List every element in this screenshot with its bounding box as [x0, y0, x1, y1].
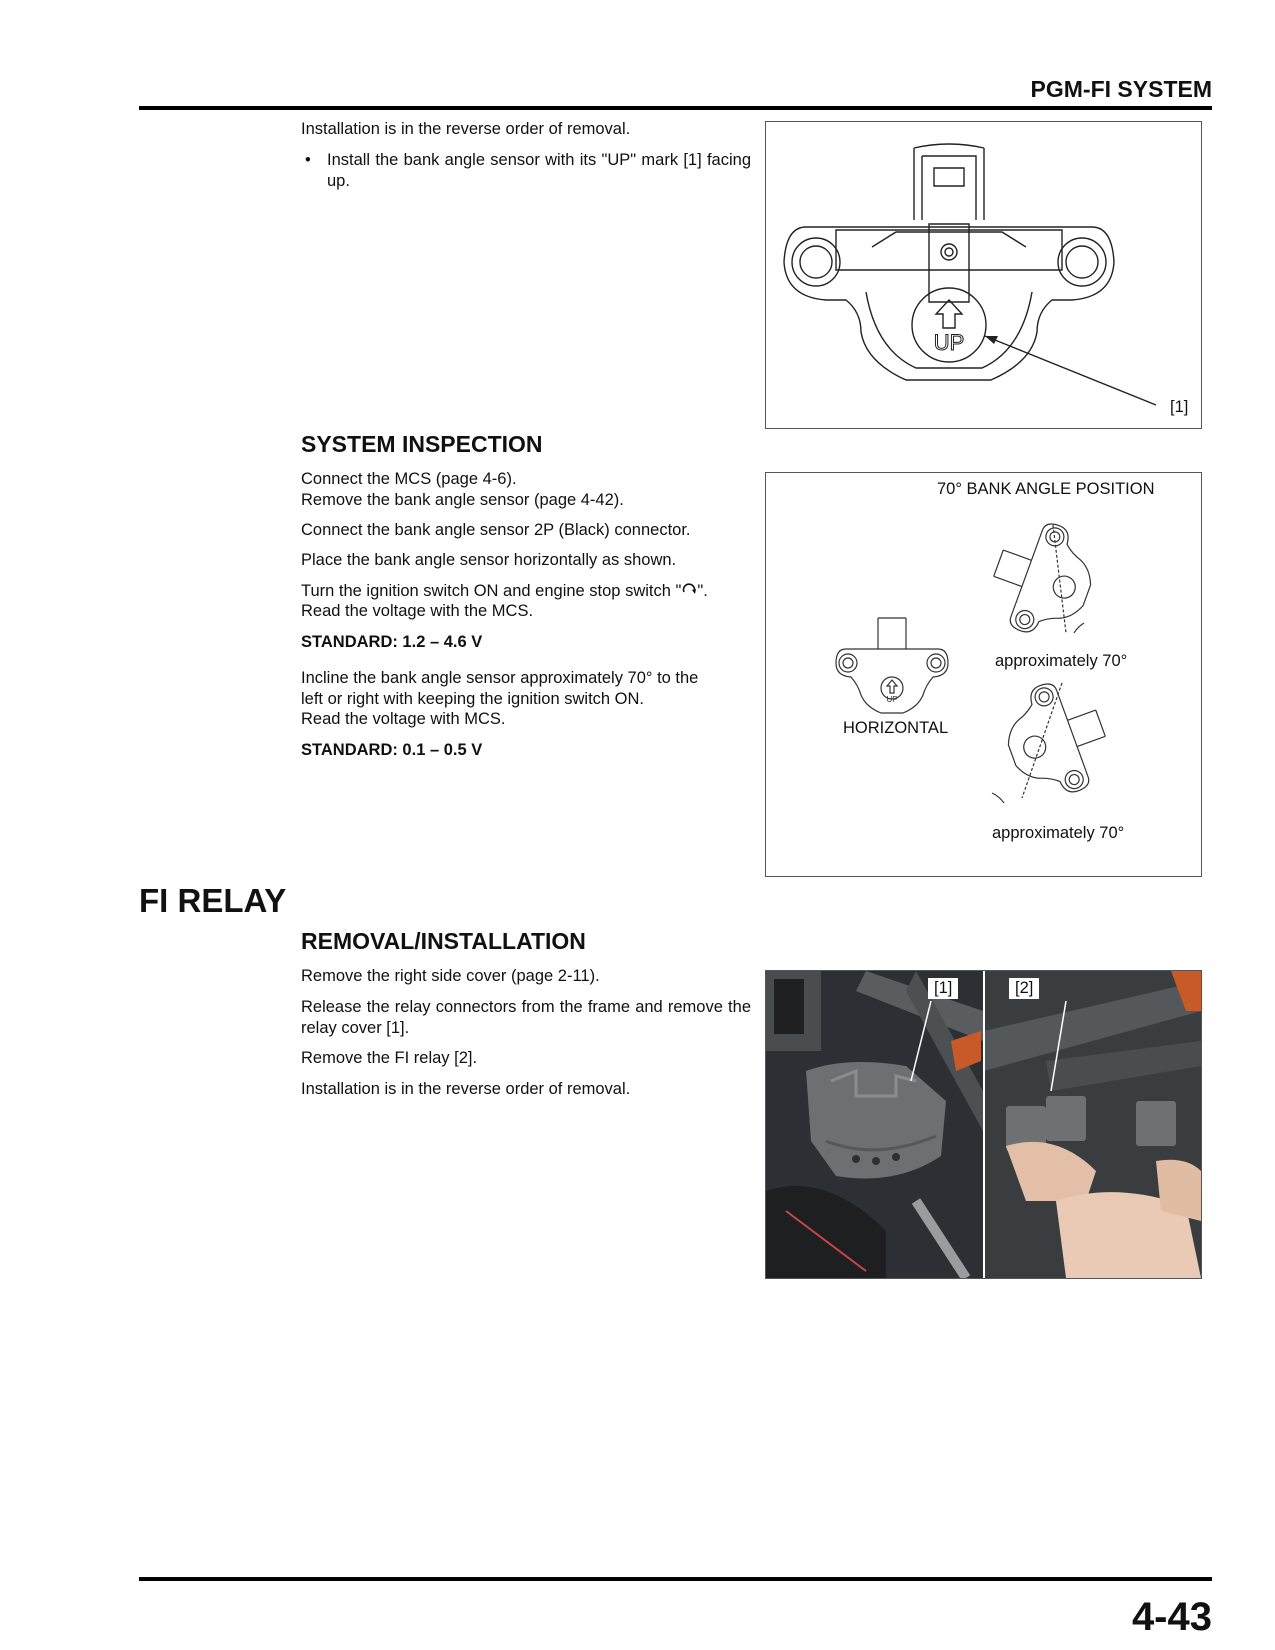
relay-p1: Remove the right side cover (page 2-11).	[301, 967, 600, 985]
system-inspection-heading: SYSTEM INSPECTION	[301, 431, 543, 457]
fi-relay-heading: FI RELAY	[139, 882, 287, 919]
page-number: 4-43	[1131, 1595, 1212, 1639]
installation-intro: Installation is in the reverse order of removal.	[301, 120, 631, 138]
relay-p3: Remove the FI relay [2].	[301, 1049, 478, 1067]
photo-callout-2: [2]	[1009, 978, 1039, 999]
relay-p2: Release the relay connectors from the frame and remove the relay cover [1].	[301, 998, 751, 1037]
inspection-p5b: left or right with keeping the ignition switch ON.	[301, 690, 644, 708]
fi-relay-photo-figure	[765, 970, 1202, 1279]
inspection-p4-line2: Read the voltage with the MCS.	[301, 602, 534, 620]
installation-bullet: Install the bank angle sensor with its "UP" mark [1] facing up.	[327, 151, 751, 190]
approx-angle-bottom: approximately 70°	[992, 824, 1125, 842]
footer-rule	[139, 1577, 1212, 1581]
fi-relay-photos	[766, 971, 1201, 1278]
section-title: PGM-FI SYSTEM	[1030, 76, 1212, 102]
inspection-p5a: Incline the bank angle sensor approximately 70° to the	[301, 669, 699, 687]
header-rule	[139, 106, 1212, 110]
run-switch-icon	[681, 583, 697, 597]
photo-callout-1: [1]	[928, 978, 958, 999]
bullet-marker: •	[305, 151, 311, 169]
bank-angle-position-figure	[765, 472, 1202, 877]
removal-installation-heading: REMOVAL/INSTALLATION	[301, 928, 586, 954]
inspection-p5c: Read the voltage with MCS.	[301, 710, 506, 728]
bank-angle-position-title: 70° BANK ANGLE POSITION	[937, 480, 1155, 498]
inspection-p3: Place the bank angle sensor horizontally as shown.	[301, 551, 677, 569]
inspection-p4	[301, 581, 708, 602]
inspection-line-2: Remove the bank angle sensor (page 4-42).	[301, 491, 624, 509]
standard-horizontal: STANDARD: 1.2 – 4.6 V	[301, 633, 483, 651]
horizontal-up-mark: UP	[886, 695, 898, 704]
horizontal-label: HORIZONTAL	[843, 719, 949, 737]
inspection-line-1: Connect the MCS (page 4-6).	[301, 470, 517, 488]
up-mark-label: UP	[933, 330, 965, 355]
bank-angle-position-drawing	[766, 473, 1201, 876]
bank-angle-sensor-drawing	[766, 122, 1201, 428]
bank-angle-sensor-figure	[765, 121, 1202, 429]
inspection-p4-end: ".	[697, 582, 708, 600]
approx-angle-top: approximately 70°	[995, 652, 1128, 670]
inspection-p4-start: Turn the ignition switch ON and engine stop switch "	[301, 582, 682, 600]
figure1-callout-1: [1]	[1170, 398, 1189, 416]
standard-inclined: STANDARD: 0.1 – 0.5 V	[301, 741, 483, 759]
relay-p4: Installation is in the reverse order of removal.	[301, 1080, 631, 1098]
inspection-p2: Connect the bank angle sensor 2P (Black) connector.	[301, 521, 691, 539]
